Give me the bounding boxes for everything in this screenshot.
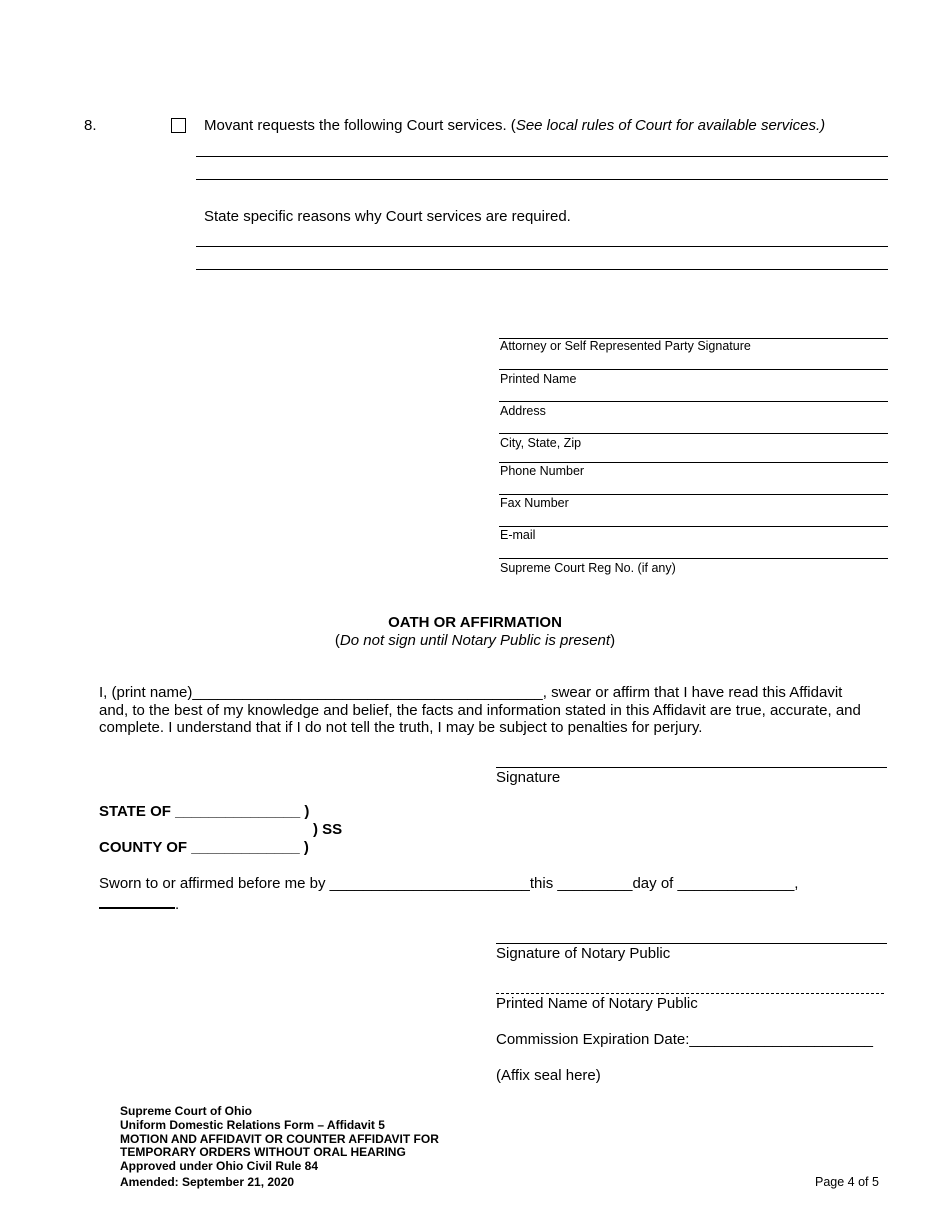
affiant-signature-label: Signature bbox=[496, 769, 561, 786]
notary-signature-label: Signature of Notary Public bbox=[496, 945, 671, 962]
oath-statement-line-1: I, (print name)__________________________________________, swear or affirm that I have read this Affidavit bbox=[99, 684, 843, 701]
item-number: 8. bbox=[84, 117, 97, 134]
oath-title: OATH OR AFFIRMATION bbox=[388, 614, 562, 631]
fax-label: Fax Number bbox=[500, 496, 569, 510]
notary-printed-name-line[interactable] bbox=[496, 993, 884, 994]
services-line-2[interactable] bbox=[196, 179, 888, 180]
state-of: STATE OF _______________ ) bbox=[99, 803, 310, 820]
seal-note: (Affix seal here) bbox=[496, 1067, 601, 1084]
affiant-signature-line[interactable] bbox=[496, 767, 887, 768]
footer-approval: Approved under Ohio Civil Rule 84 bbox=[120, 1159, 319, 1174]
reg-no-line[interactable] bbox=[499, 558, 888, 559]
notary-printed-name-label: Printed Name of Notary Public bbox=[496, 995, 698, 1012]
reasons-line-1[interactable] bbox=[196, 246, 888, 247]
court-services-request: Movant requests the following Court services. (See local rules of Court for available services.) bbox=[204, 117, 826, 134]
sworn-statement-line-1: Sworn to or affirmed before me by ________________________this _________day of ______________, bbox=[99, 875, 799, 892]
reasons-line-2[interactable] bbox=[196, 269, 888, 270]
footer-form-title-1: MOTION AND AFFIDAVIT OR COUNTER AFFIDAVIT FOR bbox=[120, 1131, 439, 1146]
footer-amended: Amended: September 21, 2020 bbox=[120, 1174, 295, 1189]
reasons-label: State specific reasons why Court services are required. bbox=[204, 208, 571, 225]
county-of: COUNTY OF _____________ ) bbox=[99, 839, 309, 856]
email-line[interactable] bbox=[499, 526, 888, 527]
phone-line[interactable] bbox=[499, 462, 888, 463]
signature-label: Attorney or Self Represented Party Signature bbox=[500, 339, 751, 353]
email-label: E-mail bbox=[500, 528, 536, 542]
ss-marker: ) SS bbox=[313, 821, 343, 838]
footer-form-title-2: TEMPORARY ORDERS WITHOUT ORAL HEARING bbox=[120, 1145, 406, 1160]
printed-name-line[interactable] bbox=[499, 369, 888, 370]
phone-label: Phone Number bbox=[500, 464, 585, 478]
address-line[interactable] bbox=[499, 401, 888, 402]
year-blank[interactable] bbox=[99, 893, 175, 909]
footer-info bbox=[120, 1105, 439, 1190]
oath-subtitle: (Do not sign until Notary Public is present) bbox=[334, 632, 616, 649]
city-state-zip-label: City, State, Zip bbox=[500, 436, 582, 450]
printed-name-label: Printed Name bbox=[500, 372, 577, 386]
commission-expiration: Commission Expiration Date:______________________ bbox=[496, 1031, 873, 1048]
footer-court: Supreme Court of Ohio bbox=[120, 1104, 252, 1118]
address-label: Address bbox=[500, 404, 546, 418]
court-services-checkbox[interactable] bbox=[171, 118, 186, 133]
city-state-zip-line[interactable] bbox=[499, 433, 888, 434]
footer-form-name: Uniform Domestic Relations Form – Affidavit 5 bbox=[120, 1117, 385, 1132]
services-line-1[interactable] bbox=[196, 156, 888, 157]
page-number: Page 4 of 5 bbox=[815, 1175, 879, 1189]
fax-line[interactable] bbox=[499, 494, 888, 495]
oath-statement-line-3: complete. I understand that if I do not tell the truth, I may be subject to penalties for perjury. bbox=[99, 719, 703, 736]
notary-signature-line[interactable] bbox=[496, 943, 887, 944]
reg-no-label: Supreme Court Reg No. (if any) bbox=[500, 561, 676, 575]
sworn-statement-line-2: . bbox=[99, 893, 179, 914]
oath-statement-line-2: and, to the best of my knowledge and belief, the facts and information stated in this Affidavit are true, accurate, and bbox=[99, 702, 861, 719]
